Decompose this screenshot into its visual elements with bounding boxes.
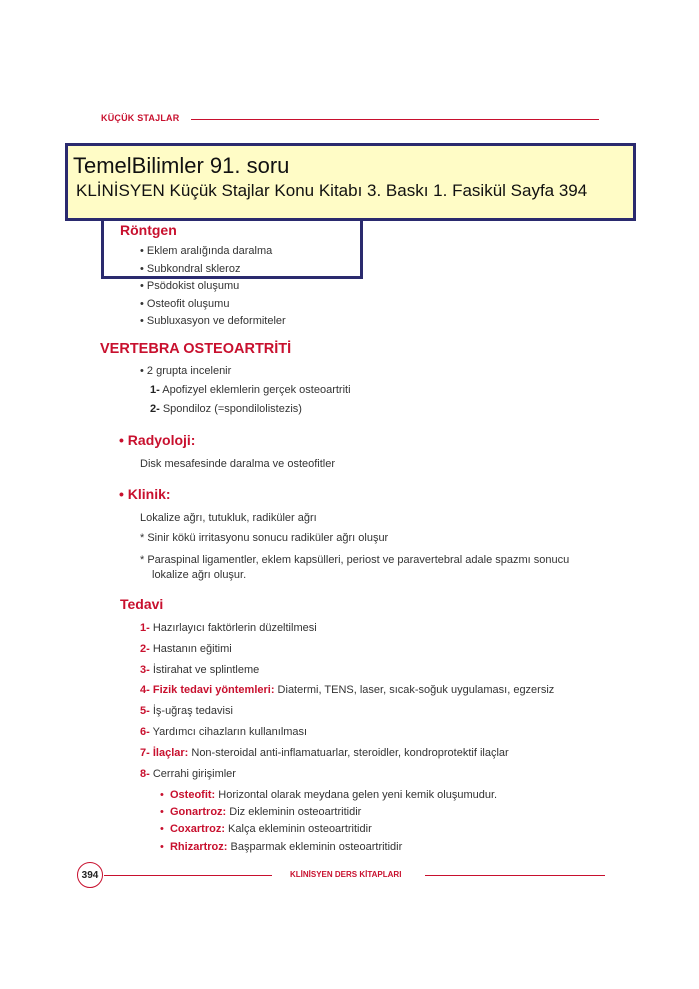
tedavi-item: 7- İlaçlar: Non-steroidal anti-inflamatuarlar, steroidler, kondroprotektif ilaçlar xyxy=(140,747,509,759)
page-number: 394 xyxy=(77,862,103,888)
surgery-subitem: • Coxartroz: Kalça ekleminin osteoartritidir xyxy=(160,823,372,835)
klinik-heading: • Klinik: xyxy=(119,486,171,502)
highlight-box xyxy=(101,215,363,279)
tedavi-item: 3- İstirahat ve splintleme xyxy=(140,664,260,676)
rontgen-item: • Psödokist oluşumu xyxy=(140,280,240,292)
rontgen-item: • Subkondral skleroz xyxy=(140,263,241,275)
tedavi-item: 4- Fizik tedavi yöntemleri: Diatermi, TENS, laser, sıcak-soğuk uygulaması, egzersiz xyxy=(140,684,555,696)
radyoloji-heading: • Radyoloji: xyxy=(119,432,196,448)
header-rule xyxy=(191,119,599,120)
tedavi-item: 1- Hazırlayıcı faktörlerin düzeltilmesi xyxy=(140,622,317,634)
rontgen-item: • Subluxasyon ve deformiteler xyxy=(140,315,286,327)
klinik-note: * Sinir kökü irritasyonu sonucu radiküler ağrı oluşur xyxy=(140,532,389,544)
bullet: • xyxy=(160,789,164,801)
rontgen-heading: Röntgen xyxy=(120,222,177,238)
klinik-note-cont: lokalize ağrı oluşur. xyxy=(152,569,247,581)
tedavi-item: 8- Cerrahi girişimler xyxy=(140,768,236,780)
rontgen-item: • Osteofit oluşumu xyxy=(140,298,230,310)
footer-rule-left xyxy=(104,875,272,876)
tedavi-item: 2- Hastanın eğitimi xyxy=(140,643,232,655)
banner-title: TemelBilimler 91. soru xyxy=(73,153,290,178)
surgery-subitem: • Rhizartroz: Başparmak ekleminin osteoartritidir xyxy=(160,841,403,853)
footer-rule-right xyxy=(425,875,605,876)
bullet: • xyxy=(160,806,164,818)
vertebra-group: 1- Apofizyel eklemlerin gerçek osteoartriti xyxy=(150,384,351,396)
vertebra-intro: • 2 grupta incelenir xyxy=(140,365,232,377)
radyoloji-text: Disk mesafesinde daralma ve osteofitler xyxy=(140,458,336,470)
tedavi-heading: Tedavi xyxy=(120,596,164,612)
footer-label: KLİNİSYEN DERS KİTAPLARI xyxy=(290,870,402,879)
vertebra-group: 2- Spondiloz (=spondilolistezis) xyxy=(150,403,302,415)
bullet: • xyxy=(160,841,164,853)
bullet: • xyxy=(160,823,164,835)
surgery-subitem: • Osteofit: Horizontal olarak meydana gelen yeni kemik oluşumudur. xyxy=(160,789,498,801)
tedavi-item: 5- İş-uğraş tedavisi xyxy=(140,705,233,717)
surgery-subitem: • Gonartroz: Diz ekleminin osteoartritidir xyxy=(160,806,362,818)
tedavi-item: 6- Yardımcı cihazların kullanılması xyxy=(140,726,308,738)
vertebra-heading: VERTEBRA OSTEOARTRİTİ xyxy=(100,341,292,357)
banner-subtitle: KLİNİSYEN Küçük Stajlar Konu Kitabı 3. Baskı 1. Fasikül Sayfa 394 xyxy=(76,181,588,200)
chapter-label: KÜÇÜK STAJLAR xyxy=(101,113,180,123)
klinik-note: * Paraspinal ligamentler, eklem kapsülleri, periost ve paravertebral adale spazmı sonucu xyxy=(140,554,570,566)
klinik-text: Lokalize ağrı, tutukluk, radiküler ağrı xyxy=(140,512,317,524)
rontgen-item: • Eklem aralığında daralma xyxy=(140,245,273,257)
